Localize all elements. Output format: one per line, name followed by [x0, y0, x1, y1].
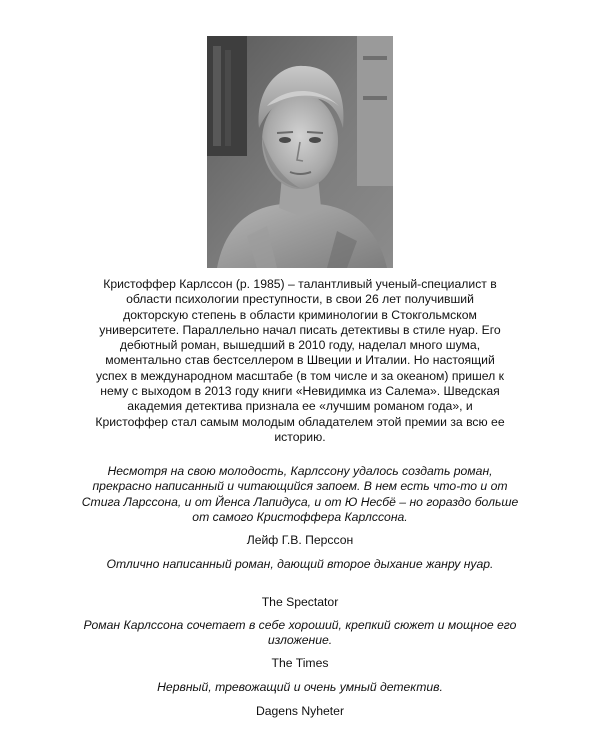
review-source: The Spectator: [261, 595, 339, 609]
review-quote: Отлично написанный роман, дающий второе дыхание жанру нуар.: [106, 557, 494, 571]
review-quote: Несмотря на свою молодость, Карлссону удалось создать роман, прекрасно написанный и читающийся запоем. В нем есть что-то и от Стига Ларссона, и от Йенса Лапидуса, и от Ю Несбё – но гораздо больше от самого Кристоффера Карлссона.: [81, 464, 519, 524]
review-source: Лейф Г.В. Перссон: [246, 533, 354, 547]
author-portrait-icon: [207, 36, 393, 268]
review-quote: Роман Карлссона сочетает в себе хороший, крепкий сюжет и мощное его изложение.: [83, 618, 517, 648]
author-bio: Кристоффер Карлссон (р. 1985) – талантливый ученый-специалист в области психологии преступности, в свои 26 лет получивший докторскую степень в области криминологии в Стокгольмском университете. Параллельно начал писать детективы в стиле нуар. Его дебютный роман, вышедший в 2010 году, наделал много шума, моментально став бестселлером в Швеции и Италии. Но настоящий успех в международном масштабе (в том числе и за океаном) пришел к нему с выходом в 2013 году книги «Невидимка из Салема». Шведская академия детектива признала ее «лучшим романом года», и Кристоффер стал самым молодым обладателем этой премии за всю ее историю.: [95, 277, 505, 444]
review-source: The Times: [271, 656, 329, 670]
review-quote: Нервный, тревожащий и очень умный детектив.: [157, 680, 443, 694]
review-source: Dagens Nyheter: [255, 704, 345, 718]
